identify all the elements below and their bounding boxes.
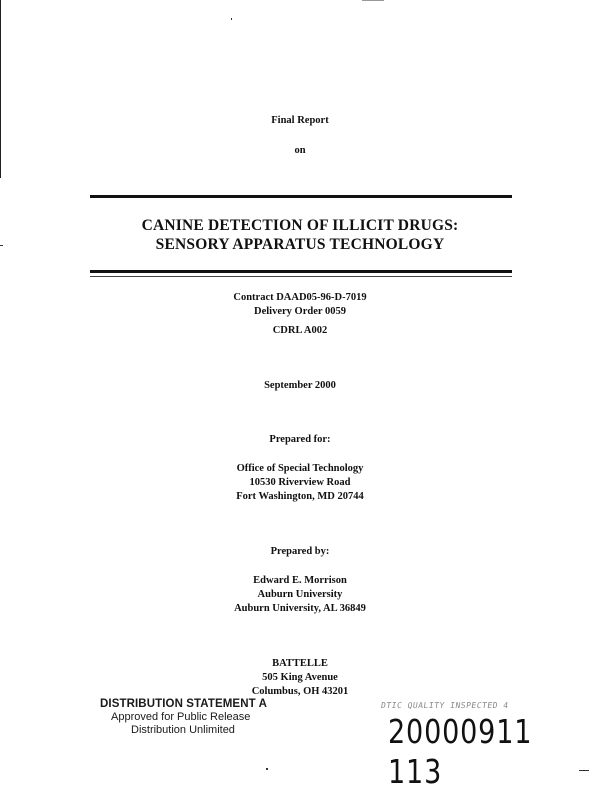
author-name: Edward E. Morrison — [253, 575, 347, 586]
prepared-for-label: Prepared for: — [269, 434, 331, 445]
report-date: September 2000 — [264, 380, 336, 391]
scan-speck — [231, 18, 232, 20]
report-title-line1: CANINE DETECTION OF ILLICIT DRUGS: — [141, 217, 459, 234]
delivery-order: Delivery Order 0059 — [254, 306, 346, 317]
prepared-for-city: Fort Washington, MD 20744 — [236, 491, 364, 502]
quality-inspected-stamp: DTIC QUALITY INSPECTED 4 — [380, 701, 510, 710]
prepared-by-label: Prepared by: — [270, 546, 330, 557]
author-city: Auburn University, AL 36849 — [234, 603, 366, 614]
title-rule-bottom-thin — [90, 276, 512, 277]
author-org: Auburn University — [257, 589, 343, 600]
contractor-city: Columbus, OH 43201 — [251, 686, 349, 697]
scan-speck — [266, 768, 268, 770]
contract-number: Contract DAAD05-96-D-7019 — [233, 292, 367, 303]
distribution-line2: Distribution Unlimited — [131, 724, 235, 736]
distribution-line1: Approved for Public Release — [111, 711, 251, 723]
contractor-name: BATTELLE — [272, 658, 328, 669]
title-rule-top — [90, 195, 512, 198]
report-type-label: Final Report — [271, 115, 329, 126]
prepared-for-org: Office of Special Technology — [236, 463, 364, 474]
on-label: on — [294, 145, 306, 156]
distribution-heading: DISTRIBUTION STATEMENT A — [100, 698, 268, 710]
report-title-line2: SENSORY APPARATUS TECHNOLOGY — [155, 236, 445, 253]
distribution-statement — [100, 697, 300, 737]
cdrl-number: CDRL A002 — [272, 325, 328, 336]
title-rule-bottom — [90, 270, 512, 273]
scan-speck — [579, 770, 589, 771]
prepared-for-street: 10530 Riverview Road — [249, 477, 351, 488]
scan-speck — [362, 0, 384, 1]
contractor-street: 505 King Avenue — [262, 672, 338, 683]
accession-number: 20000911 113 — [388, 712, 533, 791]
